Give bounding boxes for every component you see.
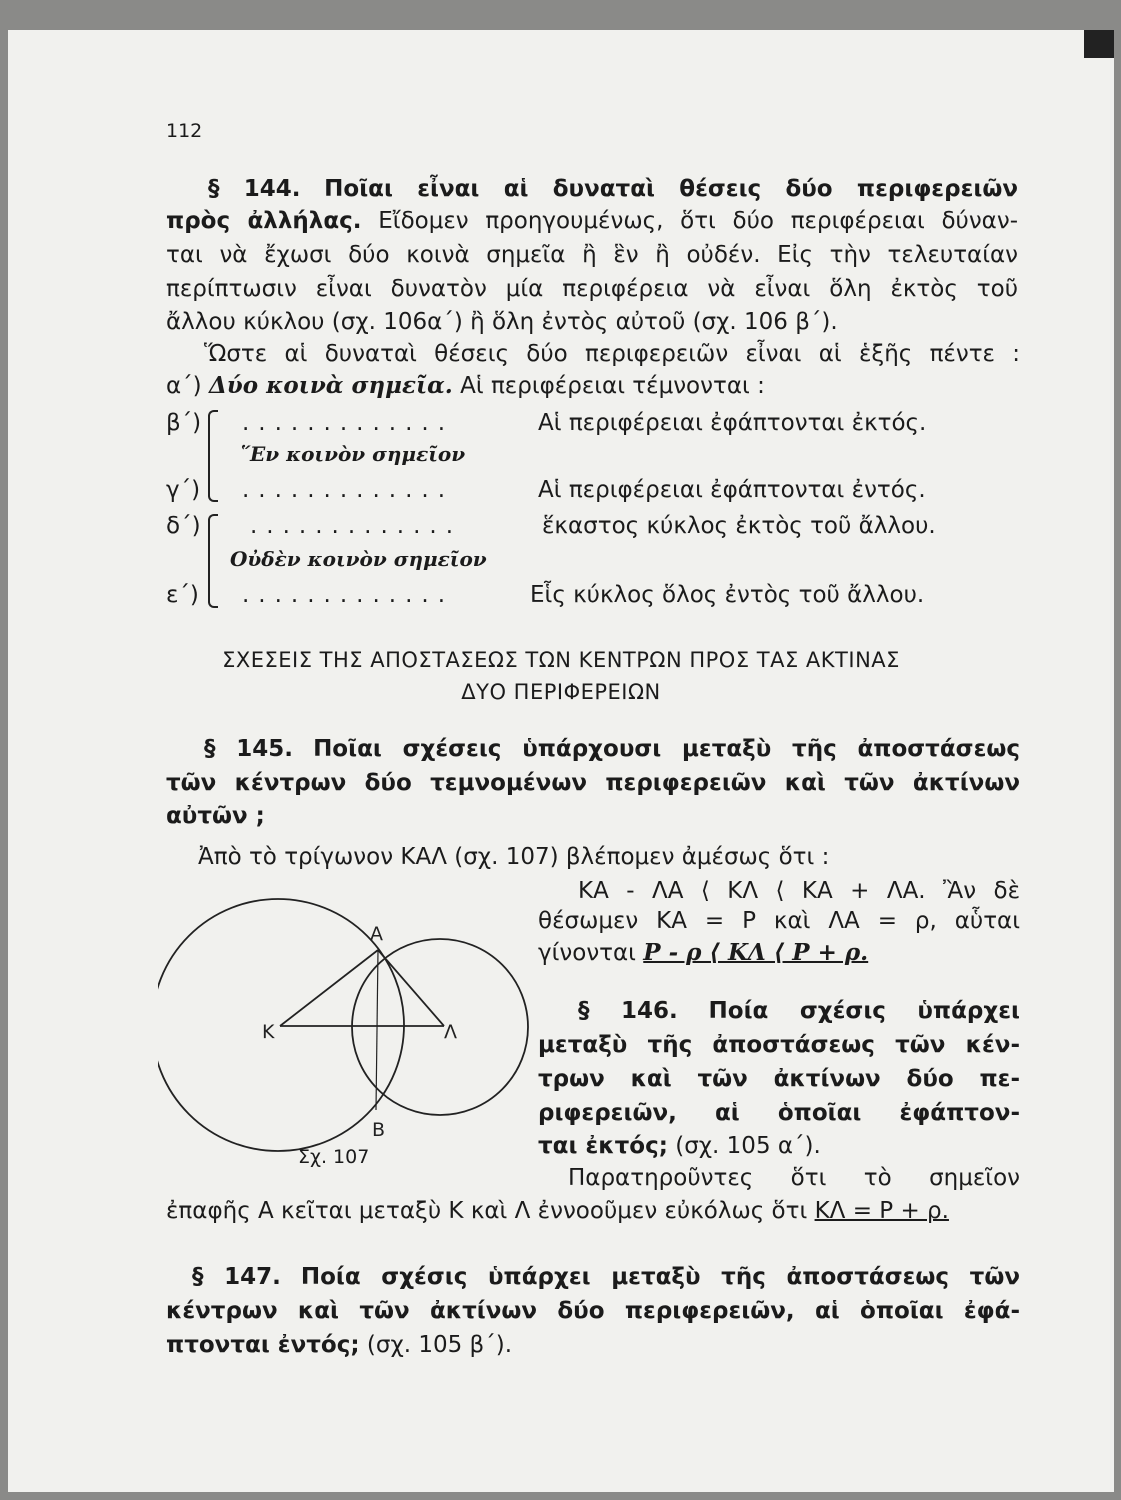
case-d-dots: ............. — [250, 513, 463, 539]
segment-la — [378, 950, 444, 1026]
figure-caption: Σχ. 107 — [298, 1146, 370, 1168]
s147-title-line3: πτονται ἐντός; (σχ. 105 β΄). — [166, 1332, 513, 1358]
page-number: 112 — [166, 120, 203, 142]
case-b-text: Αἱ περιφέρειαι ἐφάπτονται ἐκτός. — [538, 410, 927, 436]
s144-line3: ται νὰ ἔχωσι δύο κοινὰ σημεῖα ἢ ἓν ἢ οὐδέν. Εἰς τὴν τελευταίαν — [166, 242, 1018, 268]
case-e-text: Εἷς κύκλος ὅλος ἐντὸς τοῦ ἄλλου. — [530, 582, 925, 608]
s145-line1: Ἀπὸ τὸ τρίγωνον ΚΑΛ (σχ. 107) βλέπομεν ἀμέσως ὅτι : — [198, 844, 830, 870]
s145-line3: θέσωμεν ΚΑ = Ρ καὶ ΛΑ = ρ, αὗται — [538, 908, 1020, 934]
s144-line4: περίπτωσιν εἶναι δυνατὸν μία περιφέρεια νὰ εἶναι ὅλη ἐκτὸς τοῦ — [166, 276, 1018, 302]
s144-line6: Ὥστε αἱ δυναταὶ θέσεις δύο περιφερειῶν εἶναι αἱ ἑξῆς πέντε : — [204, 341, 1020, 367]
book-page — [8, 30, 1114, 1492]
s146-line2: ἐπαφῆς Α κεῖται μεταξὺ Κ καὶ Λ ἐννοοῦμεν εὐκόλως ὅτι ΚΛ = Ρ + ρ. — [166, 1198, 949, 1224]
s144-title-line2: πρὸς ἀλλήλας. Εἴδομεν προηγουμένως, ὅτι δύο περιφέρειαι δύναν- — [166, 208, 1018, 234]
case-c-text: Αἱ περιφέρειαι ἐφάπτονται ἐντός. — [538, 477, 926, 503]
section-heading-line1: ΣΧΕΣΕΙΣ ΤΗΣ ΑΠΟΣΤΑΣΕΩΣ ΤΩΝ ΚΕΝΤΡΩΝ ΠΡΟΣ ΤΑΣ ΑΚΤΙΝΑΣ — [222, 648, 900, 672]
case-d-label: δ΄) — [166, 513, 201, 539]
s145-title-line2: τῶν κέντρων δύο τεμνομένων περιφερειῶν καὶ τῶν ἀκτίνων — [166, 770, 1020, 796]
brace-no-point — [208, 514, 218, 608]
label-a: Α — [370, 923, 383, 945]
s146-title-line4: ριφερειῶν, αἱ ὁποῖαι ἐφάπτον- — [538, 1100, 1020, 1126]
one-common-point: ῞Εν κοινὸν σημεῖον — [240, 442, 466, 466]
scan-edge — [1084, 30, 1114, 58]
segment-ka — [280, 950, 378, 1026]
s147-title-line1: § 147. Ποία σχέσις ὑπάρχει μεταξὺ τῆς ἀποστάσεως τῶν — [192, 1264, 1020, 1290]
brace-one-point — [208, 410, 218, 502]
s146-title-line3: τρων καὶ τῶν ἀκτίνων δύο πε- — [538, 1066, 1020, 1092]
s146-title-line2: μεταξὺ τῆς ἀποστάσεως τῶν κέν- — [538, 1032, 1020, 1058]
no-common-point: Οὐδὲν κοινὸν σημεῖον — [230, 547, 487, 571]
case-b-label: β΄) — [166, 410, 202, 436]
s147-title-line2: κέντρων καὶ τῶν ἀκτίνων δύο περιφερειῶν, αἱ ὁποῖαι ἐφά- — [166, 1298, 1020, 1324]
label-l: Λ — [444, 1021, 457, 1043]
case-e-dots: ............. — [242, 582, 455, 608]
s144-title-line1: § 144. Ποῖαι εἶναι αἱ δυναταὶ θέσεις δύο περιφερειῶν — [208, 176, 1018, 202]
section-heading-line2: ΔΥΟ ΠΕΡΙΦΕΡΕΙΩΝ — [461, 680, 661, 704]
s145-title-line1: § 145. Ποῖαι σχέσεις ὑπάρχουσι μεταξὺ τῆς ἀποστάσεως — [204, 736, 1021, 762]
case-c-dots: ............. — [242, 477, 455, 503]
case-a: α΄) Δύο κοινὰ σημεῖα. Αἱ περιφέρειαι τέμνονται : — [166, 372, 765, 399]
common-chord — [376, 950, 378, 1110]
s145-title-line3: αὐτῶν ; — [166, 803, 265, 829]
s145-line2: ΚΑ - ΛΑ ⟨ ΚΛ ⟨ ΚΑ + ΛΑ. Ἂν δὲ — [578, 878, 1020, 904]
case-d-text: ἕκαστος κύκλος ἐκτὸς τοῦ ἄλλου. — [542, 513, 936, 539]
s145-line4: γίνονται Ρ - ρ ⟨ ΚΛ ⟨ Ρ + ρ. — [538, 939, 869, 966]
case-e-label: ε΄) — [166, 582, 199, 608]
case-c-label: γ΄) — [166, 477, 201, 503]
s146-title-line5: ται ἐκτός; (σχ. 105 α΄). — [538, 1133, 821, 1159]
label-b: Β — [372, 1119, 386, 1141]
s146-line1: Παρατηροῦντες ὅτι τὸ σημεῖον — [568, 1165, 1020, 1191]
s146-title-line1: § 146. Ποία σχέσις ὑπάρχει — [578, 998, 1020, 1024]
label-k: Κ — [262, 1021, 275, 1043]
case-b-dots: ............. — [242, 410, 455, 436]
s144-line5: ἄλλου κύκλου (σχ. 106α΄) ἢ ὅλη ἐντὸς αὐτοῦ (σχ. 106 β΄). — [166, 309, 838, 335]
